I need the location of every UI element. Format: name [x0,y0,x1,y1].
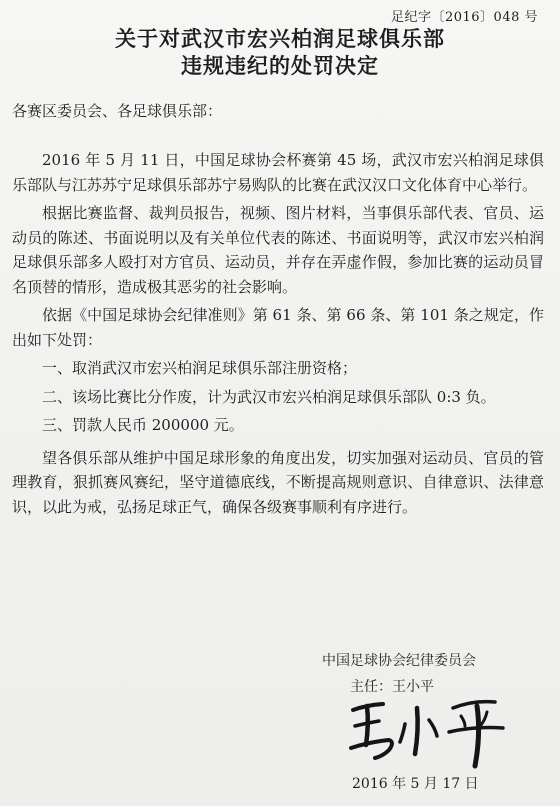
document-body [12,148,544,523]
document-number: 足纪字〔2016〕048 号 [390,10,538,25]
penalty-item-2: 二、该场比赛比分作废，计为武汉市宏兴柏润足球俱乐部队 0:3 负。 [42,387,496,406]
paragraph-findings: 根据比赛监督、裁判员报告，视频、图片材料，当事俱乐部代表、官员、运动员的陈述、书面说明以及有关单位代表的陈述、书面说明等，武汉市宏兴柏润足球俱乐部多人殴打对方官员、运动员，并存在弄虚作假，参加比赛的运动员冒名顶替的情形，造成极其恶劣的社会影响。 [12,204,544,296]
title-line-2: 违规违纪的处罚决定 [181,54,379,78]
issuing-organization: 中国足球协会纪律委员会 [322,653,476,669]
paragraph-closing: 望各俱乐部从维护中国足球形象的角度出发，切实加强对运动员、官员的管理教育，狠抓赛风赛纪，坚守道德底线，不断提高规则意识、自律意识、法律意识，以此为戒，弘扬足球正气，确保各级赛事顺利有序进行。 [12,448,544,516]
salutation: 各赛区委员会、各足球俱乐部： [12,102,223,120]
chair-name: 主任：王小平 [350,679,434,695]
paragraph-legal-basis: 依据《中国足球协会纪律准则》第 61 条、第 66 条、第 101 条之规定，作出如下处罚： [12,306,544,349]
penalty-item-1: 一、取消武汉市宏兴柏润足球俱乐部注册资格； [42,359,358,377]
handwritten-signature [345,690,515,770]
title-line-1: 关于对武汉市宏兴柏润足球俱乐部 [115,27,445,51]
paragraph-match-info: 2016 年 5 月 11 日，中国足球协会杯赛第 45 场，武汉市宏兴柏润足球俱乐部队与江苏苏宁足球俱乐部苏宁易购队的比赛在武汉汉口文化体育中心举行。 [12,151,544,194]
penalty-item-3: 三、罚款人民币 200000 元。 [42,416,244,434]
issue-date: 2016 年 5 月 17 日 [352,776,479,792]
document-title [0,26,560,80]
